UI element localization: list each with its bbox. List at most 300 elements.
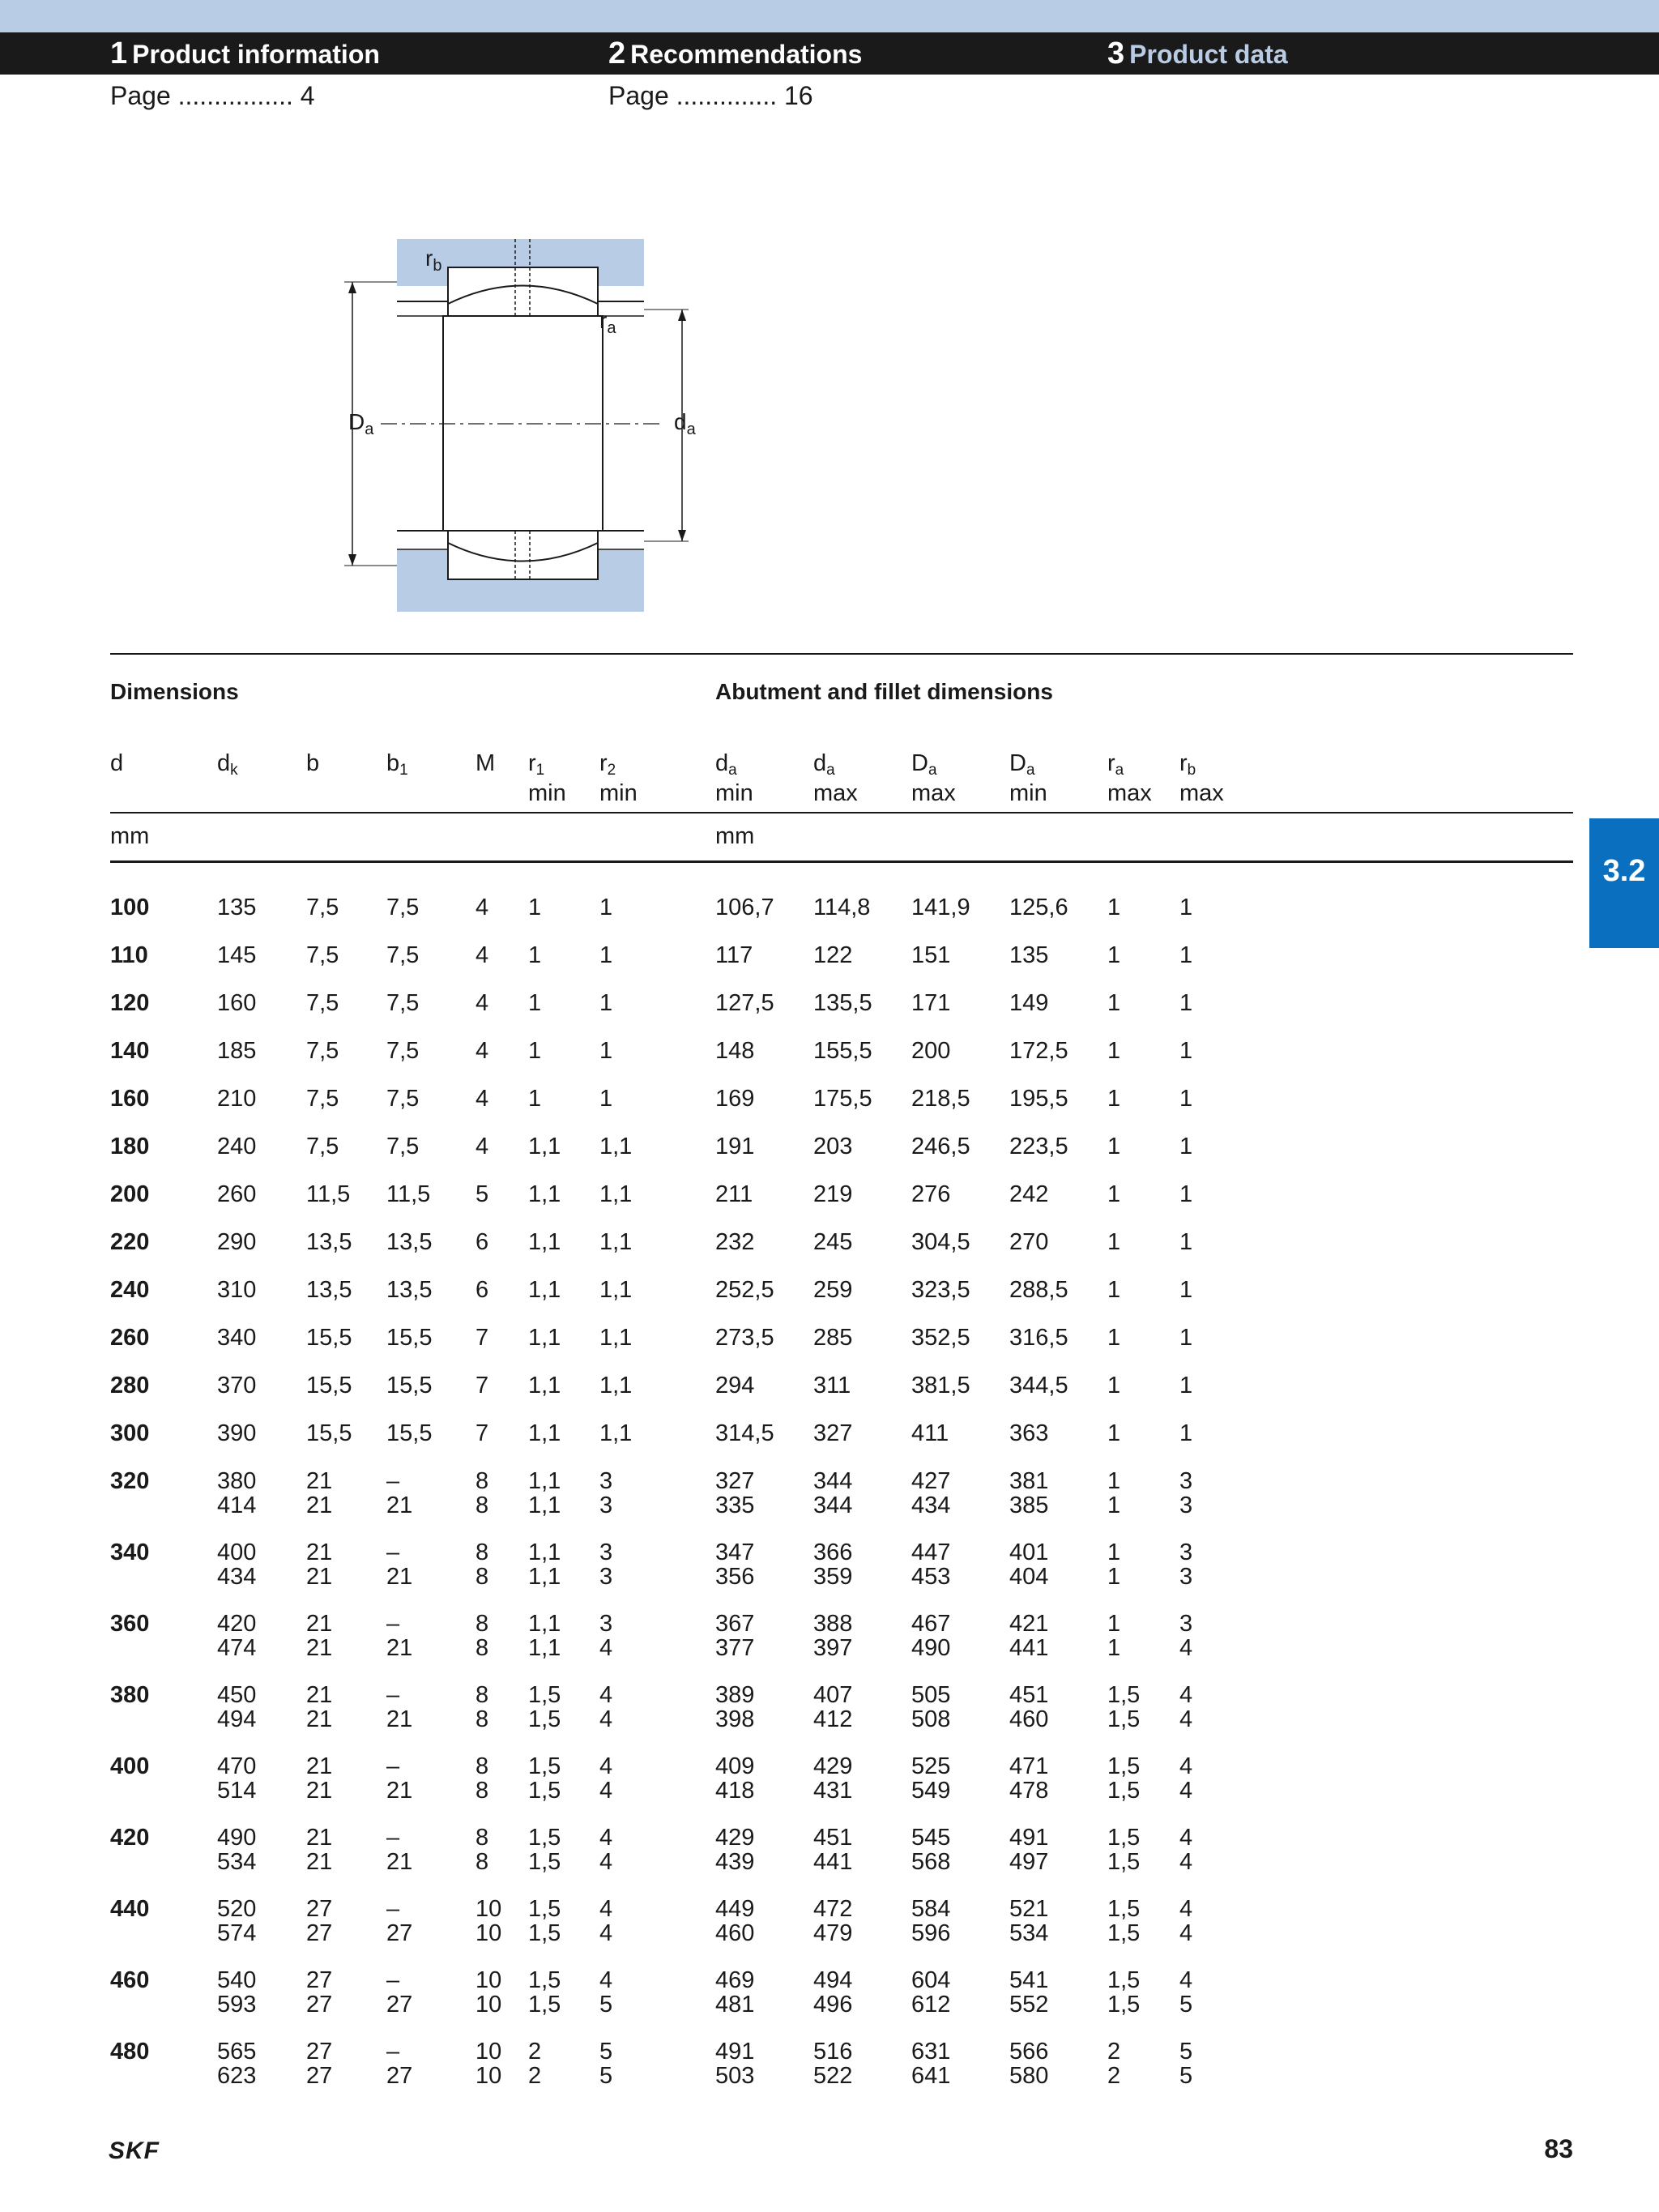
table-cell: 5 [476, 1181, 489, 1207]
table-cell: 172,5 [1009, 1038, 1068, 1064]
table-cell: 7,5 [306, 1038, 339, 1064]
table-cell: 191 [715, 1134, 755, 1159]
table-cell: 316,5 [1009, 1325, 1068, 1351]
table-cell: 1 [1107, 1277, 1121, 1303]
table-cell: 497 [1009, 1849, 1049, 1875]
table-cell: 335 [715, 1492, 755, 1518]
table-cell: 1,5 [1107, 1967, 1141, 1993]
table-cell: 5 [599, 2063, 613, 2089]
table-cell: 8 [476, 1635, 489, 1661]
table-cell: 27 [306, 2039, 333, 2065]
table-cell: 7 [476, 1420, 489, 1446]
bore-diameter: 280 [110, 1373, 150, 1399]
table-cell: 521 [1009, 1896, 1049, 1922]
table-cell: 520 [217, 1896, 257, 1922]
table-cell: 1 [1179, 1325, 1193, 1351]
table-cell: 1,5 [1107, 1849, 1141, 1875]
bore-diameter: 460 [110, 1967, 150, 1993]
table-cell: 385 [1009, 1492, 1049, 1518]
bore-diameter: 120 [110, 990, 150, 1016]
table-cell: 7,5 [306, 942, 339, 968]
table-cell: 593 [217, 1992, 257, 2018]
table-cell: 15,5 [386, 1420, 433, 1446]
table-cell: 1 [1179, 990, 1193, 1016]
outer-ring-top [448, 267, 598, 316]
table-cell: 1,1 [599, 1134, 633, 1159]
table-cell: 135 [217, 895, 257, 920]
table-cell: 1,1 [528, 1373, 561, 1399]
svg-text:SKF: SKF [109, 2137, 160, 2162]
table-cell: 370 [217, 1373, 257, 1399]
column-header: b [306, 750, 320, 776]
table-cell: 122 [813, 942, 853, 968]
table-cell: 169 [715, 1086, 755, 1112]
table-cell: 1 [1107, 1539, 1121, 1565]
table-cell: 347 [715, 1539, 755, 1565]
page-ref-product-information[interactable]: Page ................ 4 [110, 81, 315, 110]
table-cell: 5 [599, 2039, 613, 2065]
table-cell: 1 [1179, 1420, 1193, 1446]
nav-recommendations[interactable]: 2 Recommendations [608, 36, 863, 70]
table-cell: 1 [1179, 1086, 1193, 1112]
table-cell: 21 [306, 1682, 333, 1708]
table-cell: 1,5 [528, 1849, 561, 1875]
table-cell: 8 [476, 1706, 489, 1732]
column-header: $r_1$ min [528, 750, 566, 806]
table-cell: 1 [1179, 1038, 1193, 1064]
table-cell: 171 [911, 990, 951, 1016]
table-cell: 381,5 [911, 1373, 970, 1399]
table-cell: 479 [813, 1920, 853, 1946]
header-band [0, 0, 1659, 32]
bore-diameter: 420 [110, 1825, 150, 1851]
table-cell: 522 [813, 2063, 853, 2089]
bore-diameter: 300 [110, 1420, 150, 1446]
table-cell: 1 [1107, 1635, 1121, 1661]
table-cell: 260 [217, 1181, 257, 1207]
table-cell: 580 [1009, 2063, 1049, 2089]
table-cell: 1 [1179, 942, 1193, 968]
table-cell: 27 [306, 1920, 333, 1946]
table-cell: – [386, 1611, 400, 1637]
nav-product-data[interactable]: 3 Product data [1107, 36, 1288, 70]
table-cell: 8 [476, 1468, 489, 1494]
table-cell: 508 [911, 1706, 951, 1732]
table-cell: 155,5 [813, 1038, 872, 1064]
table-cell: – [386, 1753, 400, 1779]
table-cell: 15,5 [306, 1420, 352, 1446]
table-cell: 13,5 [306, 1229, 352, 1255]
table-cell: 310 [217, 1277, 257, 1303]
table-cell: 1 [1179, 1181, 1193, 1207]
table-cell: 1 [1107, 1564, 1121, 1590]
table-cell: 273,5 [715, 1325, 774, 1351]
table-cell: 398 [715, 1706, 755, 1732]
table-cell: 3 [1179, 1611, 1193, 1637]
page-ref-recommendations[interactable]: Page .............. 16 [608, 81, 813, 110]
table-cell: 1 [1107, 1420, 1121, 1446]
table-cell: 1,1 [599, 1181, 633, 1207]
table-cell: 4 [476, 1086, 489, 1112]
table-cell: 541 [1009, 1967, 1049, 1993]
table-cell: 15,5 [386, 1325, 433, 1351]
table-cell: 404 [1009, 1564, 1049, 1590]
table-cell: 441 [813, 1849, 853, 1875]
table-cell: 1,5 [1107, 1992, 1141, 2018]
table-cell: 481 [715, 1992, 755, 2018]
table-cell: 10 [476, 1992, 502, 2018]
table-cell: 4 [599, 1753, 613, 1779]
table-cell: 1 [599, 1086, 613, 1112]
table-cell: 389 [715, 1682, 755, 1708]
table-cell: 294 [715, 1373, 755, 1399]
table-cell: 27 [386, 1992, 413, 2018]
table-cell: 27 [386, 1920, 413, 1946]
table-cell: 21 [306, 1564, 333, 1590]
table-cell: 1,1 [528, 1277, 561, 1303]
table-cell: 434 [217, 1564, 257, 1590]
table-cell: – [386, 1539, 400, 1565]
table-cell: 356 [715, 1564, 755, 1590]
table-cell: 4 [599, 1967, 613, 1993]
table-cell: 418 [715, 1778, 755, 1804]
table-cell: 1 [1107, 1086, 1121, 1112]
table-cell: 1 [599, 895, 613, 920]
table-cell: 451 [1009, 1682, 1049, 1708]
table-cell: 21 [386, 1706, 413, 1732]
table-cell: 1 [1107, 942, 1121, 968]
table-cell: 3 [599, 1468, 613, 1494]
table-cell: 431 [813, 1778, 853, 1804]
table-cell: 21 [386, 1778, 413, 1804]
table-cell: 1,1 [599, 1373, 633, 1399]
table-cell: 175,5 [813, 1086, 872, 1112]
table-cell: 21 [306, 1825, 333, 1851]
table-cell: 8 [476, 1682, 489, 1708]
table-cell: 414 [217, 1492, 257, 1518]
table-cell: 427 [911, 1468, 951, 1494]
table-cell: 2 [528, 2063, 542, 2089]
table-cell: 27 [306, 1967, 333, 1993]
table-cell: 4 [599, 1849, 613, 1875]
table-cell: 6 [476, 1229, 489, 1255]
table-cell: 344 [813, 1492, 853, 1518]
table-cell: 1 [1107, 895, 1121, 920]
table-cell: 10 [476, 1896, 502, 1922]
table-cell: 1,1 [599, 1325, 633, 1351]
table-cell: 185 [217, 1038, 257, 1064]
table-cell: 10 [476, 2063, 502, 2089]
table-cell: 1,5 [1107, 1825, 1141, 1851]
nav-product-information[interactable]: 1 Product information [110, 36, 380, 70]
table-cell: 3 [599, 1539, 613, 1565]
table-cell: 4 [599, 1682, 613, 1708]
table-cell: 242 [1009, 1181, 1049, 1207]
table-cell: 323,5 [911, 1277, 970, 1303]
table-cell: 1,1 [528, 1325, 561, 1351]
table-cell: 1 [528, 1086, 542, 1112]
column-header: $d_a$ max [813, 750, 858, 806]
bore-diameter: 320 [110, 1468, 150, 1494]
table-cell: 27 [386, 2063, 413, 2089]
column-header: $D_a$ min [1009, 750, 1047, 806]
units-rule [110, 860, 1573, 863]
table-cell: 505 [911, 1682, 951, 1708]
table-cell: 21 [306, 1539, 333, 1565]
unit-dimensions: mm [110, 823, 150, 849]
column-header: $D_a$ max [911, 750, 956, 806]
table-cell: 4 [599, 1825, 613, 1851]
table-cell: 15,5 [386, 1373, 433, 1399]
table-cell: 27 [306, 1896, 333, 1922]
table-cell: 1 [1179, 1373, 1193, 1399]
table-cell: 429 [813, 1753, 853, 1779]
table-cell: 223,5 [1009, 1134, 1068, 1159]
table-cell: 441 [1009, 1635, 1049, 1661]
table-cell: 125,6 [1009, 895, 1068, 920]
table-cell: 612 [911, 1992, 951, 2018]
table-cell: 15,5 [306, 1373, 352, 1399]
table-cell: 469 [715, 1967, 755, 1993]
table-cell: 380 [217, 1468, 257, 1494]
unit-abutment: mm [715, 823, 755, 849]
table-cell: 8 [476, 1825, 489, 1851]
table-cell: 21 [386, 1564, 413, 1590]
bore-diameter: 240 [110, 1277, 150, 1303]
table-cell: 1 [599, 1038, 613, 1064]
table-cell: 516 [813, 2039, 853, 2065]
bore-diameter: 480 [110, 2039, 150, 2065]
table-cell: 525 [911, 1753, 951, 1779]
table-cell: 259 [813, 1277, 853, 1303]
table-cell: 2 [528, 2039, 542, 2065]
table-cell: 327 [813, 1420, 853, 1446]
table-cell: 460 [1009, 1706, 1049, 1732]
table-cell: 304,5 [911, 1229, 970, 1255]
table-cell: 4 [599, 1920, 613, 1946]
bearing-diagram [332, 227, 697, 624]
table-cell: 1 [528, 942, 542, 968]
table-cell: 311 [813, 1373, 851, 1399]
table-cell: 160 [217, 990, 257, 1016]
table-cell: 412 [813, 1706, 853, 1732]
table-cell: 4 [476, 942, 489, 968]
table-cell: 8 [476, 1611, 489, 1637]
column-header: $b_1$ [386, 750, 408, 779]
table-cell: 1,1 [599, 1229, 633, 1255]
table-cell: 490 [911, 1635, 951, 1661]
table-cell: 1 [1107, 990, 1121, 1016]
table-cell: 3 [599, 1564, 613, 1590]
table-cell: 252,5 [715, 1277, 774, 1303]
table-cell: 1,5 [528, 1896, 561, 1922]
table-cell: 21 [386, 1492, 413, 1518]
table-cell: 604 [911, 1967, 951, 1993]
table-cell: 4 [1179, 1778, 1193, 1804]
table-cell: 1 [1107, 1492, 1121, 1518]
table-cell: 503 [715, 2063, 755, 2089]
table-cell: 540 [217, 1967, 257, 1993]
section-dimensions: Dimensions [110, 679, 239, 704]
table-cell: 151 [911, 942, 951, 968]
column-header: $r_2$ min [599, 750, 638, 806]
table-cell: 1 [1107, 1181, 1121, 1207]
table-cell: 8 [476, 1492, 489, 1518]
table-cell: 596 [911, 1920, 951, 1946]
bore-diameter: 140 [110, 1038, 150, 1064]
table-cell: 491 [1009, 1825, 1049, 1851]
table-cell: 6 [476, 1277, 489, 1303]
table-cell: 1,5 [1107, 1896, 1141, 1922]
table-cell: 1 [1107, 1325, 1121, 1351]
bore-diameter: 220 [110, 1229, 150, 1255]
label-rb: $r_b$ [425, 246, 442, 275]
table-cell: 4 [476, 895, 489, 920]
table-cell: – [386, 1682, 400, 1708]
table-cell: 1 [528, 895, 542, 920]
table-cell: 534 [217, 1849, 257, 1875]
table-cell: 407 [813, 1682, 853, 1708]
table-cell: 1,5 [1107, 1706, 1141, 1732]
table-cell: 1,5 [528, 1706, 561, 1732]
table-cell: 21 [306, 1611, 333, 1637]
table-cell: 4 [476, 1134, 489, 1159]
table-cell: 8 [476, 1753, 489, 1779]
table-cell: 13,5 [386, 1229, 433, 1255]
table-cell: 285 [813, 1325, 853, 1351]
table-cell: 1 [1179, 1134, 1193, 1159]
table-cell: 4 [1179, 1849, 1193, 1875]
table-cell: 4 [599, 1706, 613, 1732]
table-cell: 359 [813, 1564, 853, 1590]
table-cell: 5 [1179, 2063, 1193, 2089]
table-cell: 290 [217, 1229, 257, 1255]
table-cell: 574 [217, 1920, 257, 1946]
column-header: d [110, 750, 124, 776]
table-cell: 7 [476, 1373, 489, 1399]
table-cell: 1,1 [528, 1134, 561, 1159]
skf-logo [109, 2137, 190, 2162]
page-number: 83 [1544, 2134, 1573, 2163]
table-cell: 1,5 [1107, 1920, 1141, 1946]
table-cell: 7,5 [386, 990, 420, 1016]
table-cell: 3 [599, 1611, 613, 1637]
table-cell: 1 [528, 990, 542, 1016]
table-cell: 4 [476, 990, 489, 1016]
table-cell: 3 [1179, 1468, 1193, 1494]
table-cell: 27 [306, 2063, 333, 2089]
table-cell: 8 [476, 1778, 489, 1804]
table-cell: 8 [476, 1849, 489, 1875]
table-cell: – [386, 2039, 400, 2065]
table-cell: 135 [1009, 942, 1049, 968]
table-cell: 219 [813, 1181, 853, 1207]
table-cell: 549 [911, 1778, 951, 1804]
table-cell: 210 [217, 1086, 257, 1112]
table-cell: 7,5 [386, 1134, 420, 1159]
bore-diameter: 200 [110, 1181, 150, 1207]
table-cell: 21 [306, 1468, 333, 1494]
table-cell: 565 [217, 2039, 257, 2065]
table-cell: 352,5 [911, 1325, 970, 1351]
outer-ring-bottom [448, 531, 598, 579]
table-cell: 566 [1009, 2039, 1049, 2065]
table-cell: 314,5 [715, 1420, 774, 1446]
table-cell: 10 [476, 1967, 502, 1993]
table-cell: 21 [306, 1849, 333, 1875]
table-cell: 246,5 [911, 1134, 970, 1159]
table-cell: 4 [1179, 1706, 1193, 1732]
table-cell: – [386, 1825, 400, 1851]
table-cell: 21 [386, 1635, 413, 1661]
table-cell: 3 [1179, 1564, 1193, 1590]
table-cell: 15,5 [306, 1325, 352, 1351]
bore-diameter: 380 [110, 1682, 150, 1708]
table-cell: 641 [911, 2063, 951, 2089]
table-cell: 195,5 [1009, 1086, 1068, 1112]
table-cell: 1,1 [528, 1635, 561, 1661]
table-cell: 1 [1179, 1229, 1193, 1255]
table-cell: 4 [1179, 1967, 1193, 1993]
table-cell: 1 [1179, 895, 1193, 920]
table-cell: 288,5 [1009, 1277, 1068, 1303]
table-cell: 1 [1107, 1611, 1121, 1637]
table-cell: 1,5 [528, 1825, 561, 1851]
table-cell: 1 [528, 1038, 542, 1064]
table-cell: 1,1 [528, 1492, 561, 1518]
table-cell: 470 [217, 1753, 257, 1779]
table-cell: 400 [217, 1539, 257, 1565]
table-cell: 545 [911, 1825, 951, 1851]
table-cell: 366 [813, 1539, 853, 1565]
column-header: $r_b$ max [1179, 750, 1224, 806]
table-cell: 434 [911, 1492, 951, 1518]
table-cell: 3 [599, 1492, 613, 1518]
table-cell: 4 [476, 1038, 489, 1064]
table-cell: 388 [813, 1611, 853, 1637]
table-cell: 390 [217, 1420, 257, 1446]
table-cell: 7,5 [386, 895, 420, 920]
section-tab[interactable]: 3.2 [1589, 818, 1659, 948]
table-cell: 514 [217, 1778, 257, 1804]
bore-diameter: 360 [110, 1611, 150, 1637]
bore-diameter: 440 [110, 1896, 150, 1922]
table-cell: 10 [476, 1920, 502, 1946]
table-cell: 135,5 [813, 990, 872, 1016]
bore-diameter: 110 [110, 942, 148, 968]
table-cell: 4 [599, 1778, 613, 1804]
table-cell: 623 [217, 2063, 257, 2089]
table-cell: 568 [911, 1849, 951, 1875]
table-cell: 467 [911, 1611, 951, 1637]
table-top-rule [110, 653, 1573, 655]
table-cell: 1,1 [599, 1420, 633, 1446]
table-cell: 7,5 [306, 1086, 339, 1112]
table-cell: 1 [1107, 1038, 1121, 1064]
table-cell: 534 [1009, 1920, 1049, 1946]
bore-diameter: 400 [110, 1753, 150, 1779]
table-cell: 421 [1009, 1611, 1049, 1637]
table-cell: 367 [715, 1611, 755, 1637]
table-cell: 7,5 [386, 1038, 420, 1064]
table-cell: 141,9 [911, 895, 970, 920]
table-cell: 106,7 [715, 895, 774, 920]
table-cell: 478 [1009, 1778, 1049, 1804]
table-cell: 439 [715, 1849, 755, 1875]
table-cell: 1,5 [528, 1753, 561, 1779]
section-abutment: Abutment and fillet dimensions [715, 679, 1053, 704]
table-cell: 7,5 [386, 942, 420, 968]
